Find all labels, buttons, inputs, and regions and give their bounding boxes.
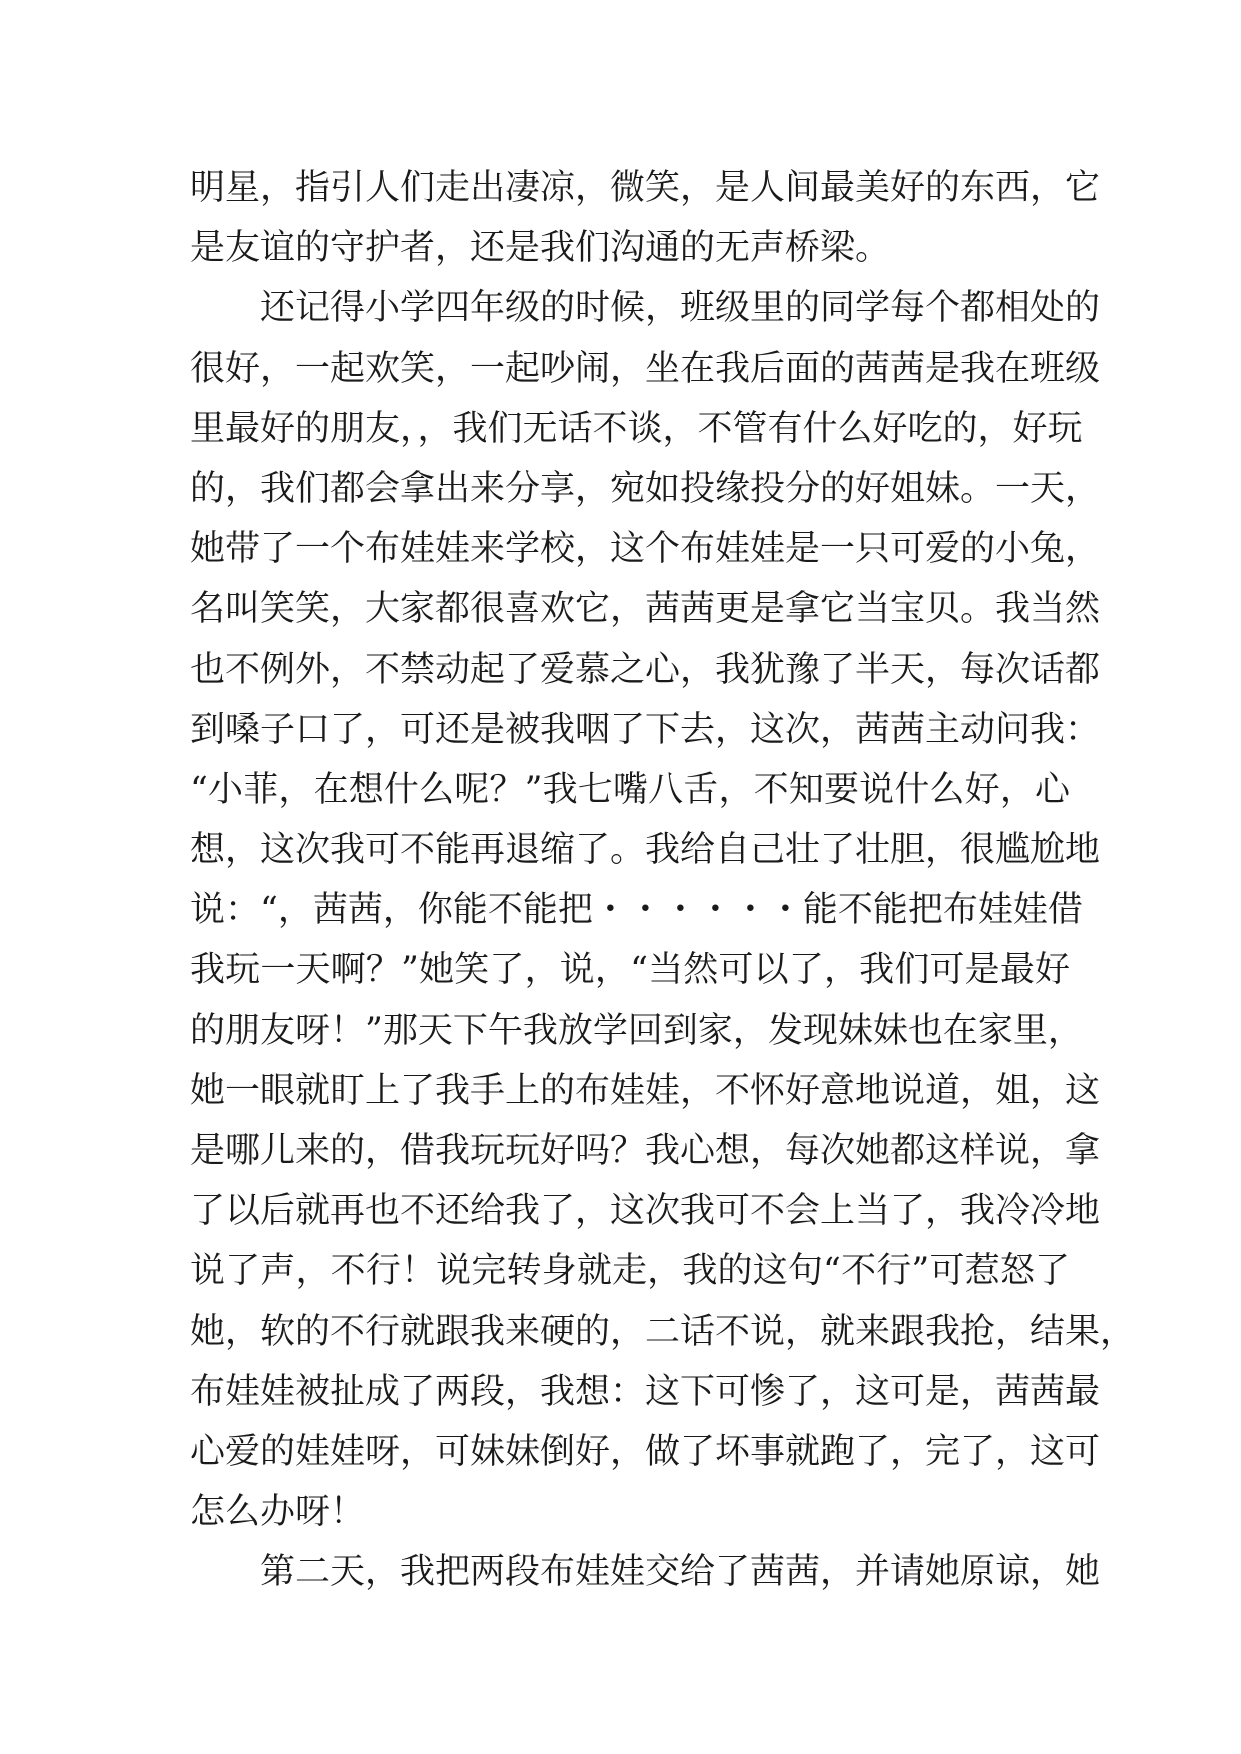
text-line: “小菲，在想什么呢？”我七嘴八舌，不知要说什么好，心	[190, 769, 1070, 810]
text-line: 说了声，不行！说完转身就走，我的这句“不行”可惹怒了	[190, 1251, 1070, 1292]
text-line: 布娃娃被扯成了两段，我想：这下可惨了，这可是，茜茜最	[190, 1371, 1101, 1412]
text-line: 到嗓子口了，可还是被我咽了下去，这次，茜茜主动问我：	[190, 709, 1101, 750]
text-line: 她一眼就盯上了我手上的布娃娃，不怀好意地说道，姐，这	[190, 1070, 1101, 1111]
text-line: 是哪儿来的，借我玩玩好吗？我心想，每次她都这样说，拿	[190, 1131, 1101, 1171]
paragraph-first-line: 第二天，我把两段布娃娃交给了茜茜，并请她原谅，她	[260, 1552, 1101, 1593]
text-line: 我玩一天啊？”她笑了，说，“当然可以了，我们可是最好	[190, 950, 1070, 991]
text-line: 了以后就再也不还给我了，这次我可不会上当了，我冷冷地	[190, 1191, 1101, 1232]
text-line: 想，这次我可不能再退缩了。我给自己壮了壮胆，很尴尬地	[190, 830, 1101, 871]
text-line: 也不例外，不禁动起了爱慕之心，我犹豫了半天，每次话都	[190, 649, 1101, 690]
body-text	[190, 158, 1136, 1603]
text-line: 很好，一起欢笑，一起吵闹，坐在我后面的茜茜是我在班级	[190, 348, 1101, 389]
text-line: 心爱的娃娃呀，可妹妹倒好，做了坏事就跑了，完了，这可	[190, 1431, 1101, 1472]
paragraph-first-line: 还记得小学四年级的时候，班级里的同学每个都相处的	[260, 288, 1101, 329]
text-line: 她带了一个布娃娃来学校，这个布娃娃是一只可爱的小兔，	[190, 529, 1101, 570]
text-line: 名叫笑笑，大家都很喜欢它，茜茜更是拿它当宝贝。我当然	[190, 589, 1101, 630]
text-line: 的，我们都会拿出来分享，宛如投缘投分的好姐妹。一天，	[190, 468, 1101, 509]
text-line: 明星，指引人们走出凄凉，微笑，是人间最美好的东西，它	[190, 168, 1101, 208]
text-line: 怎么办呀！	[190, 1492, 366, 1533]
text-line: 里最好的朋友，，我们无话不谈，不管有什么好吃的，好玩	[190, 408, 1083, 449]
text-line: 她，软的不行就跟我来硬的，二话不说，就来跟我抢，结果，	[190, 1311, 1136, 1352]
text-line: 是友谊的守护者，还是我们沟通的无声桥梁。	[190, 228, 891, 269]
text-line: 的朋友呀！”那天下午我放学回到家，发现妹妹也在家里，	[190, 1010, 1083, 1051]
text-line: 说：“，茜茜，你能不能把・・・・・・能不能把布娃娃借	[190, 890, 1083, 931]
